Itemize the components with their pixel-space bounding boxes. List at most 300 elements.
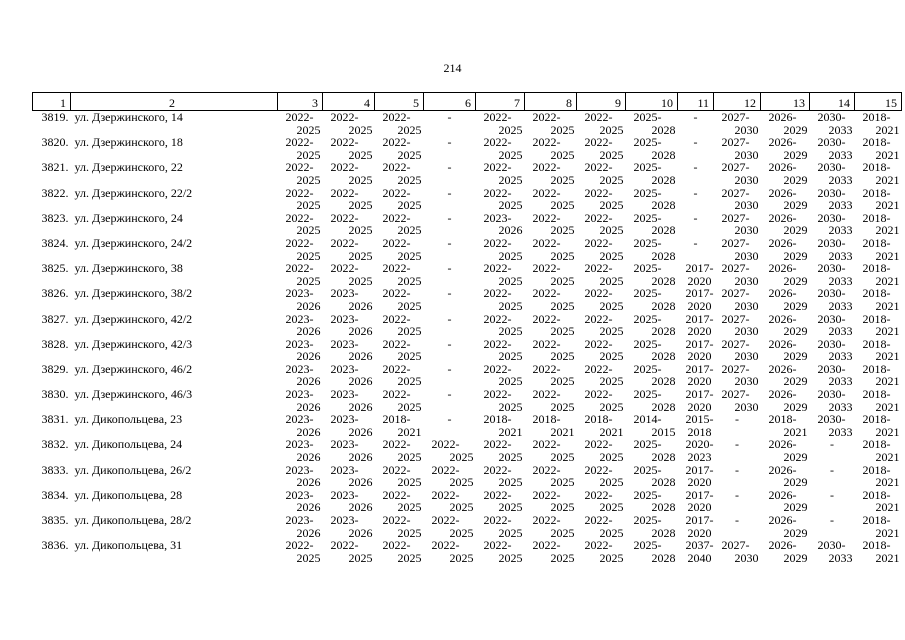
period-cell: 2018- 2021 <box>862 210 900 238</box>
period-cell: 2025- 2028 <box>633 487 676 515</box>
period-cell: 2022- 2025 <box>532 261 575 288</box>
period-cell: 2026- 2029 <box>768 185 808 213</box>
period-cell: 2015- 2018 <box>685 412 714 439</box>
period-cell: 2022- 2025 <box>382 110 422 137</box>
empty-period-cell: - <box>447 210 452 225</box>
table-row <box>33 413 902 438</box>
table-row <box>33 136 902 161</box>
table-row <box>33 212 902 237</box>
header-cell: 9 <box>577 93 626 111</box>
table-body <box>33 111 902 565</box>
empty-period-cell: - <box>447 286 452 301</box>
row-number: 3834. <box>41 487 69 502</box>
empty-period-cell: - <box>693 160 698 175</box>
period-cell: 2027- 2030 <box>721 135 759 162</box>
page-number: 214 <box>443 61 462 75</box>
period-cell: 2022- 2025 <box>483 135 523 162</box>
empty-period-cell: - <box>447 135 452 150</box>
header-cell: 3 <box>278 93 323 111</box>
empty-period-cell: - <box>830 513 834 527</box>
period-cell: 2022- 2025 <box>584 538 624 565</box>
period-cell: 2022- 2025 <box>483 261 523 288</box>
period-cell: 2022- 2025 <box>532 160 575 187</box>
period-cell: 2026- 2029 <box>768 261 808 288</box>
period-cell: 2018- 2021 <box>382 412 422 439</box>
empty-period-cell: - <box>447 110 452 124</box>
header-cell: 12 <box>714 93 761 111</box>
period-cell: 2018- 2021 <box>862 513 900 540</box>
period-cell: 2023- 2026 <box>330 286 373 313</box>
header-cell: 15 <box>855 93 902 111</box>
period-cell: 2037- 2040 <box>685 538 714 565</box>
period-cell: 2022- 2025 <box>382 387 422 414</box>
empty-period-cell: - <box>447 336 452 351</box>
period-cell: 2022- 2025 <box>532 437 575 465</box>
period-cell: 2026- 2029 <box>768 336 808 364</box>
period-cell: 2022- 2025 <box>431 437 474 465</box>
period-cell: 2030- 2033 <box>817 336 853 364</box>
schedule-table <box>32 92 902 564</box>
period-cell: 2022- 2025 <box>584 210 624 238</box>
table-row <box>33 539 902 564</box>
header-cell: 11 <box>678 93 714 111</box>
period-cell: 2025- 2028 <box>633 110 676 137</box>
period-cell: 2025- 2028 <box>633 311 676 339</box>
row-number: 3832. <box>41 437 69 452</box>
period-cell: 2030- 2033 <box>817 261 853 288</box>
period-cell: 2027- 2030 <box>721 336 759 364</box>
period-cell: 2027- 2030 <box>721 286 759 313</box>
period-cell: 2026- 2029 <box>768 487 808 515</box>
period-cell: 2026- 2029 <box>768 513 808 540</box>
period-cell: 2022- 2025 <box>330 261 373 288</box>
period-cell: 2022- 2025 <box>382 361 422 389</box>
period-cell: 2018- 2021 <box>862 311 900 339</box>
period-cell: 2017- 2020 <box>685 361 714 389</box>
period-cell: 2022- 2025 <box>584 311 624 339</box>
address-cell: ул. Дикопольцева, 26/2 <box>74 462 192 477</box>
period-cell: 2022- 2025 <box>285 185 321 213</box>
period-cell: 2027- 2030 <box>721 387 759 414</box>
empty-period-cell: - <box>830 437 834 452</box>
address-cell: ул. Дзержинского, 42/2 <box>74 311 193 326</box>
period-cell: 2022- 2025 <box>483 235 523 263</box>
period-cell: 2026- 2029 <box>768 135 808 162</box>
period-cell: 2030- 2033 <box>817 160 853 187</box>
period-cell: 2022- 2025 <box>532 210 575 238</box>
row-number: 3831. <box>41 412 69 427</box>
period-cell: 2018- 2021 <box>862 235 900 263</box>
row-number: 3826. <box>41 286 69 301</box>
period-cell: 2025- 2028 <box>633 462 676 490</box>
empty-period-cell: - <box>830 462 834 477</box>
period-cell: 2022- 2025 <box>584 235 624 263</box>
period-cell: 2023- 2026 <box>330 412 373 439</box>
period-cell: 2026- 2029 <box>768 462 808 490</box>
period-cell: 2014- 2015 <box>633 412 676 439</box>
period-cell: 2022- 2025 <box>330 235 373 263</box>
period-cell: 2022- 2025 <box>483 437 523 465</box>
period-cell: 2022- 2025 <box>330 110 373 137</box>
period-cell: 2022- 2025 <box>584 437 624 465</box>
period-cell: 2022- 2025 <box>285 210 321 238</box>
period-cell: 2030- 2033 <box>817 185 853 213</box>
period-cell: 2030- 2033 <box>817 286 853 313</box>
table-row <box>33 464 902 489</box>
table-row <box>33 388 902 413</box>
period-cell: 2022- 2025 <box>532 462 575 490</box>
period-cell: 2022- 2025 <box>285 110 321 137</box>
address-cell: ул. Дзержинского, 46/3 <box>74 387 193 402</box>
period-cell: 2026- 2029 <box>768 437 808 465</box>
period-cell: 2023- 2026 <box>330 361 373 389</box>
period-cell: 2023- 2026 <box>330 513 373 540</box>
period-cell: 2026- 2029 <box>768 235 808 263</box>
period-cell: 2030- 2033 <box>817 387 853 414</box>
period-cell: 2018- 2021 <box>862 437 900 465</box>
period-cell: 2023- 2026 <box>483 210 523 238</box>
period-cell: 2017- 2020 <box>685 487 714 515</box>
period-cell: 2026- 2029 <box>768 210 808 238</box>
empty-period-cell: - <box>693 235 698 250</box>
address-cell: ул. Дикопольцева, 31 <box>74 538 183 553</box>
period-cell: 2018- 2021 <box>768 412 808 439</box>
header-cell: 1 <box>33 93 71 111</box>
period-cell: 2027- 2030 <box>721 361 759 389</box>
address-cell: ул. Дзержинского, 14 <box>74 110 183 124</box>
period-cell: 2022- 2025 <box>483 462 523 490</box>
empty-period-cell: - <box>735 513 739 527</box>
address-cell: ул. Дзержинского, 38/2 <box>74 286 193 301</box>
period-cell: 2018- 2021 <box>862 361 900 389</box>
period-cell: 2025- 2028 <box>633 286 676 313</box>
period-cell: 2018- 2021 <box>862 462 900 490</box>
period-cell: 2023- 2026 <box>285 462 321 490</box>
row-number: 3821. <box>41 160 69 175</box>
period-cell: 2023- 2026 <box>285 437 321 465</box>
address-cell: ул. Дикопольцева, 24 <box>74 437 183 452</box>
period-cell: 2022- 2025 <box>584 336 624 364</box>
period-cell: 2022- 2025 <box>330 185 373 213</box>
period-cell: 2023- 2026 <box>285 336 321 364</box>
period-cell: 2026- 2029 <box>768 387 808 414</box>
period-cell: 2027- 2030 <box>721 110 759 137</box>
period-cell: 2022- 2025 <box>532 110 575 137</box>
period-cell: 2020- 2023 <box>685 437 714 465</box>
period-cell: 2018- 2021 <box>584 412 624 439</box>
empty-period-cell: - <box>447 311 452 326</box>
period-cell: 2022- 2025 <box>382 261 422 288</box>
header-cell: 7 <box>476 93 525 111</box>
period-cell: 2030- 2033 <box>817 538 853 565</box>
table-row <box>33 363 902 388</box>
period-cell: 2025- 2028 <box>633 538 676 565</box>
table-row <box>33 489 902 514</box>
period-cell: 2022- 2025 <box>285 160 321 187</box>
period-cell: 2022- 2025 <box>382 311 422 339</box>
empty-period-cell: - <box>735 487 739 502</box>
row-number: 3835. <box>41 513 69 527</box>
period-cell: 2025- 2028 <box>633 135 676 162</box>
empty-period-cell: - <box>735 412 739 427</box>
period-cell: 2030- 2033 <box>817 135 853 162</box>
period-cell: 2023- 2026 <box>330 437 373 465</box>
period-cell: 2022- 2025 <box>382 513 422 540</box>
table-row <box>33 338 902 363</box>
period-cell: 2018- 2021 <box>862 487 900 515</box>
period-cell: 2030- 2033 <box>817 412 853 439</box>
period-cell: 2022- 2025 <box>382 286 422 313</box>
address-cell: ул. Дзержинского, 46/2 <box>74 361 193 376</box>
empty-period-cell: - <box>735 462 739 477</box>
period-cell: 2018- 2021 <box>862 160 900 187</box>
period-cell: 2018- 2021 <box>532 412 575 439</box>
period-cell: 2022- 2025 <box>532 336 575 364</box>
period-cell: 2025- 2028 <box>633 336 676 364</box>
period-cell: 2022- 2025 <box>431 487 474 515</box>
period-cell: 2022- 2025 <box>483 160 523 187</box>
row-number: 3830. <box>41 387 69 402</box>
empty-period-cell: - <box>693 210 698 225</box>
period-cell: 2025- 2028 <box>633 513 676 540</box>
period-cell: 2022- 2025 <box>584 110 624 137</box>
period-cell: 2023- 2026 <box>330 311 373 339</box>
period-cell: 2025- 2028 <box>633 235 676 263</box>
period-cell: 2018- 2021 <box>862 286 900 313</box>
period-cell: 2022- 2025 <box>483 336 523 364</box>
period-cell: 2023- 2026 <box>285 487 321 515</box>
period-cell: 2026- 2029 <box>768 286 808 313</box>
period-cell: 2022- 2025 <box>285 538 321 565</box>
period-cell: 2022- 2025 <box>431 538 474 565</box>
period-cell: 2030- 2033 <box>817 110 853 137</box>
table-row <box>33 313 902 338</box>
period-cell: 2027- 2030 <box>721 261 759 288</box>
period-cell: 2018- 2021 <box>862 336 900 364</box>
header-cell: 2 <box>71 93 278 111</box>
address-cell: ул. Дзержинского, 24 <box>74 210 183 225</box>
period-cell: 2025- 2028 <box>633 160 676 187</box>
period-cell: 2022- 2025 <box>330 135 373 162</box>
period-cell: 2025- 2028 <box>633 185 676 213</box>
period-cell: 2023- 2026 <box>285 412 321 439</box>
empty-period-cell: - <box>447 387 452 402</box>
period-cell: 2022- 2025 <box>483 538 523 565</box>
empty-period-cell: - <box>447 361 452 376</box>
period-cell: 2022- 2025 <box>382 487 422 515</box>
header-cell: 6 <box>424 93 476 111</box>
table-row <box>33 262 902 287</box>
period-cell: 2025- 2028 <box>633 210 676 238</box>
period-cell: 2025- 2028 <box>633 261 676 288</box>
period-cell: 2022- 2025 <box>382 437 422 465</box>
period-cell: 2030- 2033 <box>817 210 853 238</box>
period-cell: 2022- 2025 <box>584 361 624 389</box>
period-cell: 2018- 2021 <box>862 135 900 162</box>
period-cell: 2027- 2030 <box>721 235 759 263</box>
period-cell: 2027- 2030 <box>721 160 759 187</box>
period-cell: 2023- 2026 <box>330 387 373 414</box>
period-cell: 2022- 2025 <box>584 185 624 213</box>
header-cell: 13 <box>761 93 810 111</box>
row-number: 3833. <box>41 462 69 477</box>
period-cell: 2017- 2020 <box>685 311 714 339</box>
period-cell: 2022- 2025 <box>532 286 575 313</box>
table-row <box>33 111 902 137</box>
empty-period-cell: - <box>447 261 452 276</box>
row-number: 3824. <box>41 235 69 250</box>
period-cell: 2022- 2025 <box>584 487 624 515</box>
row-number: 3836. <box>41 538 69 553</box>
period-cell: 2022- 2025 <box>584 286 624 313</box>
header-cell: 8 <box>525 93 577 111</box>
period-cell: 2022- 2025 <box>532 538 575 565</box>
empty-period-cell: - <box>447 412 452 427</box>
period-cell: 2017- 2020 <box>685 513 714 540</box>
table-row <box>33 514 902 539</box>
row-number: 3822. <box>41 185 69 200</box>
period-cell: 2023- 2026 <box>285 361 321 389</box>
period-cell: 2017- 2020 <box>685 336 714 364</box>
period-cell: 2022- 2025 <box>532 387 575 414</box>
period-cell: 2025- 2028 <box>633 437 676 465</box>
period-cell: 2022- 2025 <box>584 387 624 414</box>
row-number: 3829. <box>41 361 69 376</box>
address-cell: ул. Дзержинского, 22 <box>74 160 183 175</box>
period-cell: 2022- 2025 <box>584 160 624 187</box>
period-cell: 2022- 2025 <box>382 210 422 238</box>
address-cell: ул. Дикопольцева, 28 <box>74 487 183 502</box>
period-cell: 2017- 2020 <box>685 261 714 288</box>
period-cell: 2022- 2025 <box>532 135 575 162</box>
header-cell: 4 <box>323 93 375 111</box>
period-cell: 2027- 2030 <box>721 538 759 565</box>
address-cell: ул. Дзержинского, 24/2 <box>74 235 193 250</box>
period-cell: 2022- 2025 <box>382 462 422 490</box>
period-cell: 2022- 2025 <box>285 235 321 263</box>
period-cell: 2023- 2026 <box>285 286 321 313</box>
header-cell: 10 <box>626 93 678 111</box>
period-cell: 2022- 2025 <box>483 387 523 414</box>
period-cell: 2018- 2021 <box>862 412 900 439</box>
table-row <box>33 161 902 186</box>
period-cell: 2022- 2025 <box>483 185 523 213</box>
empty-period-cell: - <box>693 135 698 150</box>
period-cell: 2022- 2025 <box>483 513 523 540</box>
period-cell: 2022- 2025 <box>483 361 523 389</box>
period-cell: 2018- 2021 <box>862 185 900 213</box>
period-cell: 2022- 2025 <box>330 210 373 238</box>
period-cell: 2018- 2021 <box>862 261 900 288</box>
header-row <box>33 93 902 111</box>
address-cell: ул. Дзержинского, 22/2 <box>74 185 193 200</box>
header-cell: 14 <box>810 93 855 111</box>
empty-period-cell: - <box>447 160 452 175</box>
period-cell: 2022- 2025 <box>285 135 321 162</box>
period-cell: 2022- 2025 <box>330 160 373 187</box>
period-cell: 2022- 2025 <box>584 261 624 288</box>
header-cell: 5 <box>375 93 424 111</box>
period-cell: 2022- 2025 <box>532 235 575 263</box>
period-cell: 2022- 2025 <box>330 538 373 565</box>
period-cell: 2026- 2029 <box>768 110 808 137</box>
address-cell: ул. Дзержинского, 18 <box>74 135 183 150</box>
period-cell: 2026- 2029 <box>768 361 808 389</box>
period-cell: 2022- 2025 <box>431 513 474 540</box>
period-cell: 2022- 2025 <box>483 487 523 515</box>
period-cell: 2023- 2026 <box>330 487 373 515</box>
period-cell: 2023- 2026 <box>285 387 321 414</box>
period-cell: 2022- 2025 <box>584 513 624 540</box>
period-cell: 2025- 2028 <box>633 361 676 389</box>
period-cell: 2017- 2020 <box>685 286 714 313</box>
empty-period-cell: - <box>693 185 698 200</box>
period-cell: 2017- 2020 <box>685 462 714 490</box>
row-number: 3825. <box>41 261 69 276</box>
period-cell: 2023- 2026 <box>285 513 321 540</box>
period-cell: 2022- 2025 <box>532 311 575 339</box>
period-cell: 2023- 2026 <box>330 462 373 490</box>
period-cell: 2025- 2028 <box>633 387 676 414</box>
address-cell: ул. Дикопольцева, 28/2 <box>74 513 192 527</box>
period-cell: 2022- 2025 <box>532 361 575 389</box>
period-cell: 2030- 2033 <box>817 361 853 389</box>
row-number: 3827. <box>41 311 69 326</box>
period-cell: 2022- 2025 <box>483 286 523 313</box>
period-cell: 2018- 2021 <box>862 110 900 137</box>
period-cell: 2022- 2025 <box>584 135 624 162</box>
period-cell: 2017- 2020 <box>685 387 714 414</box>
empty-period-cell: - <box>830 487 834 502</box>
address-cell: ул. Дзержинского, 38 <box>74 261 183 276</box>
row-number: 3820. <box>41 135 69 150</box>
table-row <box>33 237 902 262</box>
table-row <box>33 287 902 312</box>
period-cell: 2022- 2025 <box>532 185 575 213</box>
period-cell: 2022- 2025 <box>483 110 523 137</box>
period-cell: 2027- 2030 <box>721 210 759 238</box>
period-cell: 2022- 2025 <box>382 538 422 565</box>
period-cell: 2030- 2033 <box>817 235 853 263</box>
period-cell: 2023- 2026 <box>330 336 373 364</box>
period-cell: 2026- 2029 <box>768 311 808 339</box>
row-number: 3828. <box>41 336 69 351</box>
period-cell: 2027- 2030 <box>721 311 759 339</box>
period-cell: 2022- 2025 <box>382 185 422 213</box>
address-cell: ул. Дикопольцева, 23 <box>74 412 183 427</box>
empty-period-cell: - <box>735 437 739 452</box>
empty-period-cell: - <box>447 235 452 250</box>
period-cell: 2018- 2021 <box>483 412 523 439</box>
period-cell: 2026- 2029 <box>768 538 808 565</box>
period-cell: 2022- 2025 <box>431 462 474 490</box>
period-cell: 2022- 2025 <box>532 513 575 540</box>
empty-period-cell: - <box>447 185 452 200</box>
period-cell: 2026- 2029 <box>768 160 808 187</box>
period-cell: 2022- 2025 <box>584 462 624 490</box>
period-cell: 2022- 2025 <box>483 311 523 339</box>
row-number: 3823. <box>41 210 69 225</box>
period-cell: 2022- 2025 <box>382 160 422 187</box>
period-cell: 2030- 2033 <box>817 311 853 339</box>
period-cell: 2022- 2025 <box>532 487 575 515</box>
table-row <box>33 187 902 212</box>
row-number: 3819. <box>41 110 69 124</box>
address-cell: ул. Дзержинского, 42/3 <box>74 336 193 351</box>
period-cell: 2022- 2025 <box>382 336 422 364</box>
period-cell: 2023- 2026 <box>285 311 321 339</box>
period-cell: 2018- 2021 <box>862 538 900 565</box>
